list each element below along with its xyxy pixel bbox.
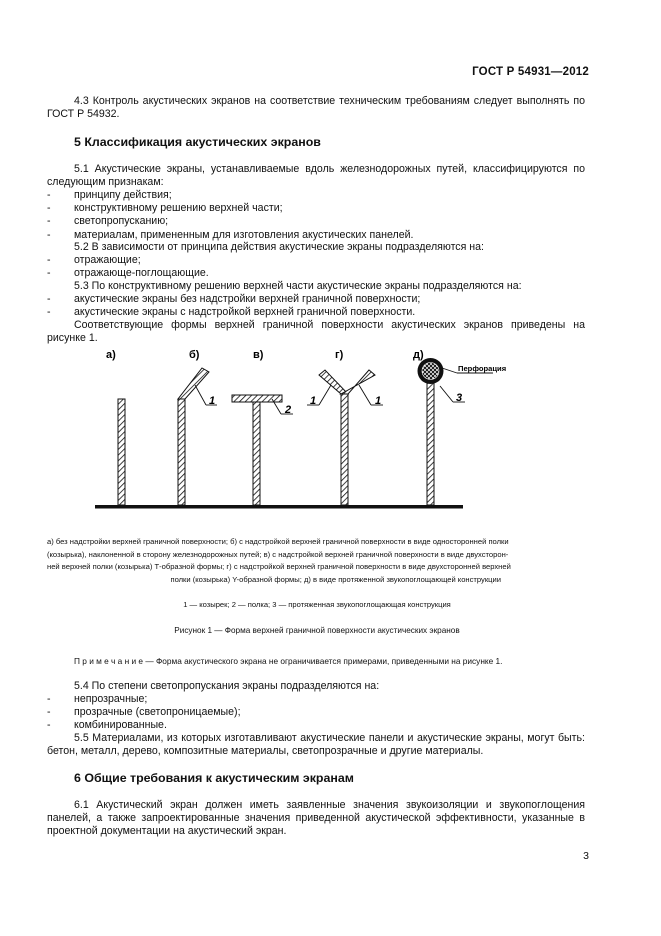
figure-label-d: д)	[413, 349, 424, 361]
document-header: ГОСТ Р 54931—2012	[472, 66, 589, 78]
perforation-label: Перфорация	[458, 364, 507, 373]
list-item: - акустические экраны с надстройкой верхней граничной поверхности.	[47, 306, 585, 319]
section-6-title: 6 Общие требования к акустическим экранам	[74, 771, 354, 785]
list-item: - акустические экраны без надстройки верхней граничной поверхности;	[47, 293, 585, 306]
note-text: — Форма акустического экрана не ограничивается примерами, приведенными на рисунке 1.	[143, 656, 503, 666]
figure-1-drawing	[95, 342, 507, 517]
visor-g-left	[319, 370, 348, 394]
figure-label-g: г)	[335, 349, 344, 361]
page-number: 3	[583, 850, 589, 862]
callout-1-g-right: 1	[375, 395, 382, 407]
panel-b	[178, 399, 185, 505]
figure-1-caption	[47, 536, 587, 586]
paragraph-4-3: 4.3 Контроль акустических экранов на соответствие техническим требованиям следует выполнять по ГОСТ Р 54932.	[47, 95, 585, 121]
paragraph-5-5: 5.5 Материалами, из которых изготавливают акустические панели и акустические экраны, могут быть: бетон, металл, дерево, композитные материалы, светопрозрачные и другие материалы.	[47, 732, 585, 758]
figure-label-a: а)	[106, 349, 116, 361]
list-item: - непрозрачные;	[47, 693, 585, 706]
paragraph-5-2: 5.2 В зависимости от принципа действия акустические экраны подразделяются на:	[74, 241, 484, 253]
callout-3-d: 3	[456, 392, 463, 404]
figure-label-b: б)	[189, 349, 200, 361]
caption-line: полки (козырька) Y-образной формы; д) в виде протяженной звукопоглощающей конструкции	[170, 574, 501, 584]
section-5-title: 5 Классификация акустических экранов	[74, 135, 321, 149]
callout-2-v: 2	[285, 404, 292, 416]
paragraph-5-1: 5.1 Акустические экраны, устанавливаемые вдоль железнодорожных путей, классифицируются по следующим признакам:	[47, 163, 585, 189]
callout-1-g-left: 1	[310, 395, 317, 407]
perforation-core	[422, 363, 439, 380]
list-item: - прозрачные (светопроницаемые);	[47, 706, 585, 719]
list-item: - конструктивному решению верхней части;	[47, 202, 585, 215]
figure-1-title: Рисунок 1 — Форма верхней граничной поверхности акустических экранов	[174, 626, 460, 635]
list-5-2	[47, 254, 585, 280]
ground-line	[95, 505, 463, 509]
list-item: - светопропусканию;	[47, 215, 585, 228]
caption-line: (козырька), наклоненной в сторону железнодорожных путей; в) с надстройкой верхней граничной поверхности в виде двухсторон-	[47, 549, 509, 559]
shelf-v	[232, 395, 282, 402]
figure-1-legend: 1 — козырек; 2 — полка; 3 — протяженная звукопоглощающая конструкция	[183, 600, 451, 609]
list-5-4	[47, 693, 585, 733]
list-item: - принципу действия;	[47, 189, 585, 202]
caption-line: ней верхней полки (козырька) Т-образной формы; г) с надстройкой верхней граничной поверхности в виде двухсторонней верхней	[47, 562, 511, 571]
caption-line: а) без надстройки верхней граничной поверхности; б) с надстройкой верхней граничной поверхности в виде односторонней полки	[47, 537, 509, 546]
paragraph-5-4: 5.4 По степени светопропускания экраны подразделяются на:	[74, 680, 380, 692]
panel-g	[341, 394, 348, 505]
panel-d	[427, 381, 434, 505]
list-item: - отражающе-поглощающие.	[47, 267, 585, 280]
panel-a	[118, 399, 125, 505]
paragraph-6-1: 6.1 Акустический экран должен иметь заявленные значения звукоизоляции и звукопоглощения панелей, а также запроектированные значения приведенной акустической эффективности, указанные в проектной документации на акустический экран.	[47, 799, 585, 838]
paragraph-5-3: 5.3 По конструктивному решению верхней части акустические экраны подразделяются на:	[74, 280, 522, 292]
paragraph-5-3-figure-ref: Соответствующие формы верхней граничной поверхности акустических экранов приведены на рисунке 1.	[47, 319, 585, 345]
list-5-3	[47, 293, 585, 319]
panel-v	[253, 402, 260, 505]
figure-label-v: в)	[253, 349, 264, 361]
list-item: - материалам, примененным для изготовления акустических панелей.	[47, 229, 585, 242]
note-label: П р и м е ч а н и е	[74, 656, 144, 666]
callout-1-b: 1	[209, 395, 216, 407]
list-5-1	[47, 189, 585, 242]
visor-b	[178, 368, 209, 399]
list-item: - отражающие;	[47, 254, 585, 267]
list-item: - комбинированные.	[47, 719, 585, 732]
note	[74, 656, 502, 666]
visor-g-right	[341, 370, 375, 394]
